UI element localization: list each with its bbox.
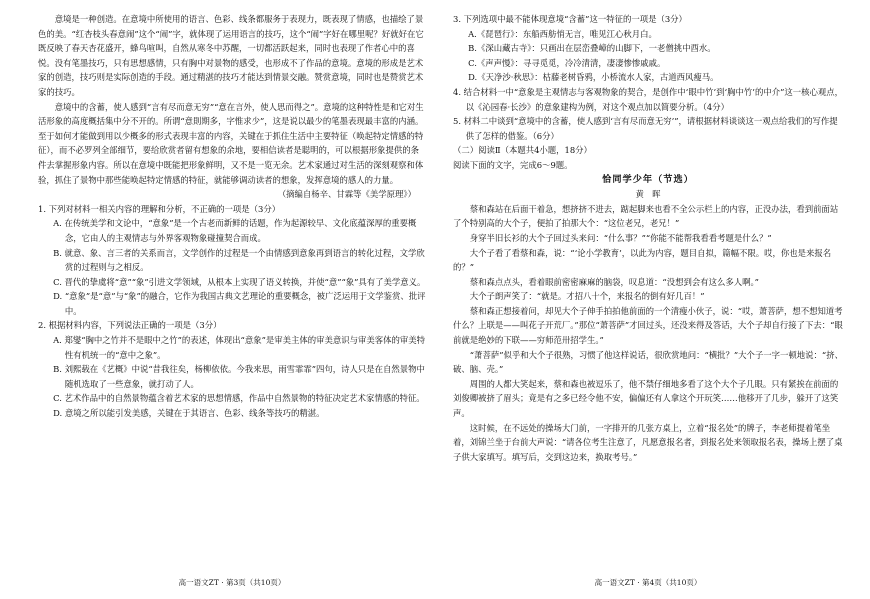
story-paragraph: 周围的人都大笑起来，蔡和森也被逗乐了，他不禁仔细地多看了这个大个子几眼。只有紧挨在前面的刘俊卿被挤了眉头；竟是有之多已经令他不安，偏偏还有人拿这个开玩笑……他移开了几步，躲开了这笑声。 [453,378,839,419]
source-citation: （摘编自杨辛、甘霖等《美学原理》） [277,189,416,200]
story-paragraph: “萧菩萨”似乎和大个子很熟，习惯了他这样说话，很欣赏地问：“横批？”大个子一字一顿地说：“挤、破、脑、壳。” [453,349,843,375]
question-1-option-b: B. 就意、象、言三者的关系而言，文学创作的过程是一个由情感到意象再到语言的转化过程，文学欣赏的过程则与之相反。 [53,247,425,273]
question-4: 4. 结合材料一中“意象是主观情志与客观物象的契合，是创作中‘眼中竹’到‘胸中竹’的中介”这一核心观点，以《沁园春·长沙》的意象建构为例，对这个观点加以简要分析。（4分） [453,86,843,112]
question-2-stem: 2. 根据材料内容，下列说法正确的一项是（3分） [38,320,222,331]
question-2-option-c: C. 艺术作品中的自然景物蕴含着艺术家的思想情感，作品中自然景物的特征决定艺术家情感的特征。 [53,393,425,404]
story-paragraph: 身穿半旧长衫的大个子回过头来问：“什么事？”“你能不能帮我看看考题是什么？” [469,232,772,243]
question-3-option-a: A.《琵琶行》：东船西舫悄无言，唯见江心秋月白。 [468,28,657,39]
page-footer-left: 高一语文ZT · 第3页（共10页） [178,578,286,587]
section-heading: （二）阅读Ⅱ（本题共4小题，18分） [453,145,592,156]
question-2-option-d: D. 意境之所以能引发美感，关键在于其语言、色彩、线条等技巧的精湛。 [53,408,325,419]
left-column [38,12,426,421]
question-3-option-b: B.《深山藏古寺》：只画出在层峦叠嶂的山脚下，一老僧挑中酉水。 [468,43,716,54]
story-title: 恰同学少年（节选） [602,173,694,185]
question-1-stem: 1. 下列对材料一相关内容的理解和分析，不正确的一项是（3分） [38,203,281,214]
question-2-option-a: A. 郑燮“胸中之竹并不是眼中之竹”的表述，体现出“意象”是审美主体的审美意识与审美客体的审美特性有机统一的“意中之象”。 [53,335,425,360]
passage-paragraph-1: 意境是一种创造。在意境中所使用的语言、色彩、线条都服务于表现力，既表现了情感，也描绘了景色的美。“红杏枝头春意闹”这个“闹”字，就体现了运用语言的技巧，这个“闹”字好在哪里呢？好就好在它既反映了春天杏花盛开，蜂鸟喧叫，自然从寒冬中苏醒，一切都活跃起来，同时也表现了作者心中的喜悦。没有笔墨技巧，只有思想感情，只有胸中对景物的感受，也形成不了作品的意境。意境的形成是艺术家的创造，技巧则是实际创造的手段。通过精湛的技巧才能达到情景交融。赞赏意境，同时也是赞赏艺术家的技巧。 [38,14,424,97]
page-footer-right: 高一语文ZT · 第4页（共10页） [594,578,702,587]
question-1-option-a: A. 在传统美学和文论中，“意象”是一个古老而新鲜的话题，作为起源较早、文化底蕴深厚的重要概念，它由人的主观情志与外界客观物象碰撞契合而成。 [53,218,417,243]
story-author: 黄 晖 [635,189,661,200]
question-3-option-c: C.《声声慢》：寻寻觅觅，冷冷清清，凄凄惨惨戚戚。 [468,57,666,68]
story-paragraph: 大个子看了看蔡和森，说：“‘论小学教育’，以此为内容，题目自拟，篇幅不限。哎，你也是来报名的？” [453,247,832,273]
question-5: 5. 材料二中谈到“意境中的含蓄，使人感到‘言有尽而意无穷’”，请根据材料谈谈这一观点给我们的写作提供了怎样的借鉴。（6分） [453,116,838,141]
question-1-option-d: D. “意象”是“意”与“象”的融合，它作为我国古典文艺理论的重要概念，被广泛运用于文学鉴赏、批评中。 [53,291,426,316]
story-paragraph: 大个子朗声笑了：“就是。才招八十个，来报名的倒有好几百！” [469,291,705,302]
story-paragraph: 这时候，在不远处的操场大门前，一字排开的几张方桌上，立着“报名处”的牌子，李老师提着笔坐着，刘锦兰坐于台前大声说：“请各位考生注意了，凡愿意报名者，到报名处来领取报名表，操场上摆了桌子供大家填写。填写后，交到这边来，换取考号。” [453,422,843,462]
passage-paragraph-2: 意境中的含蓄，使人感到“言有尽而意无穷”“意在言外，使人思而得之”。意境的这种特性是和它对生活形象的高度概括集中分不开的。所谓“意則期多，字惟求少”，这是说以最少的笔墨表现最丰富的内涵。至于如何才能做到用以少概多的形式表现丰富的内容，关键在于抓住生活中主要特征（唤起特定情感的特征），而不必罗列全部细节，要给欣赏者留有想象的余地，要相信读者是聪明的，可以根据形象提供的条件去掌握形象内容。所以在意境中既能把形象鲜明，又不是一览无余。艺术家通过对生活的深刻观察和体验，抓住了景物中那些能唤起特定情感的特征，就能够调动读者的想象，发挥意境的感人的力量。 [38,101,424,185]
story-paragraph: 蔡和森点点头，看着眼前密密麻麻的脑袋，叹息道：“没想到会有这么多人啊。” [469,276,759,287]
question-2-option-b: B. 刘熙载在《艺概》中说“昔我往矣，杨柳依依。今我来思，雨雪霏霏”四句，诗人只是在自然景物中随机选取了一些意象，就打动了人。 [53,364,425,389]
story-paragraph: 蔡和森站在后面干着急，想挤挤不进去，踮起脚来也看不全公示栏上的内容，正没办法，看到前面站了个特别高的大个子，便拍了拍那大个：“这位老兄，老兄！” [453,203,839,229]
question-1-option-c: C. 晋代的挚虞将“意”“象”引进文学领域，从根本上实现了语义转换，并使“意”“象”具有了美学意义。 [53,276,426,287]
reading-instruction: 阅读下面的文字，完成6～9题。 [453,159,573,170]
story-paragraph: 蔡和森正想接着问，却见大个子伸手拍拍他前面的一个清瘦小伙子，说：“哎，萧菩萨，想不想知道考什么？上联是——叫花子开荒厂。”那位“萧菩萨”才回过头，还没来得及答话，大个子却自行接了下去：“眼前就是绝妙的下联——穷师范卅招学生。” [453,305,843,346]
question-3-stem: 3. 下列选项中最不能体现意境“含蓄”这一特征的一项是（3分） [453,14,687,24]
question-3-option-d: D.《天净沙·秋思》：枯藤老树昏鸦，小桥流水人家，古道西风瘦马。 [468,72,719,83]
right-column [453,12,843,464]
